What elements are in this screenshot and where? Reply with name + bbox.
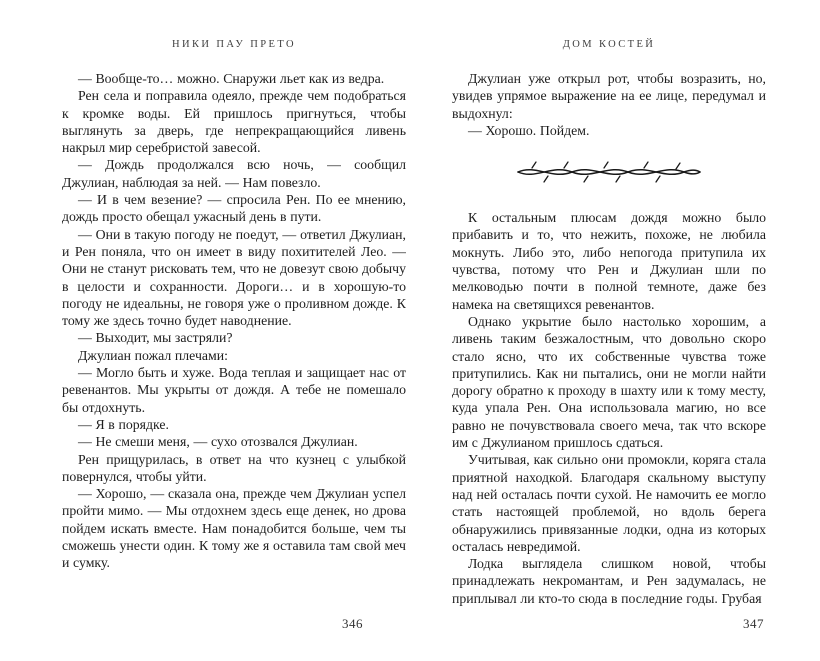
paragraph: Учитывая, как сильно они промокли, коряга стала приятной находкой. Благодаря скальному выступу над ней осталась почти сухой. Не намочить ее могло стать настоящей проблемой, но вдоль берега обнаружились привязанные лодки, одна из которых осталась невредимой. [452, 452, 766, 554]
paragraph: Однако укрытие было настолько хорошим, а ливень таким безжалостным, что довольно скоро стало ясно, что их собственные чувства тоже притупились. Как ни пытались, они не могли найти дорогу обратно к проходу в шахту или к тому месту, куда упала Рен. Она использовала магию, но все равно не почувствовала своего меча, так что вскоре им с Джулианом пришлось сдаться. [452, 313, 766, 451]
page-left [62, 0, 406, 661]
paragraph: — Они в такую погоду не поедут, — ответил Джулиан, и Рен поняла, что он имеет в виду похитителей Лео. — Они не станут рисковать тем, что не довезут свою добычу в целости и сохранности. Дороги… и в хорошую-то погоду не идеальны, не говоря уже о проливном дожде. К тому же здесь точно будет наводнение. [62, 226, 406, 329]
paragraph: Рен села и поправила одеяло, прежде чем подобраться к кромке воды. Ей пришлось пригнуться, чтобы выглянуть за дверь, где непрекращающийся ливень накрыл мир серебристой завесой. [62, 88, 406, 156]
page-right [452, 0, 766, 661]
running-head-author: НИКИ ПАУ ПРЕТО [172, 39, 296, 50]
paragraph: Рен прищурилась, в ответ на что кузнец с улыбкой повернулся, чтобы уйти. [62, 451, 406, 484]
page-number-left: 346 [342, 616, 363, 631]
paragraph: — Дождь продолжался всю ночь, — сообщил Джулиан, наблюдая за ней. — Нам повезло. [62, 157, 406, 190]
paragraph: — Хорошо, — сказала она, прежде чем Джулиан успел пройти мимо. — Мы отдохнем здесь еще денек, но дрова пойдем искать вместе. Нам понадобится больше, чем ты сможешь унести один. К тому же я оставила там свой меч и сумку. [62, 486, 406, 571]
paragraph: — Могло быть и хуже. Вода теплая и защищает нас от ревенантов. Мы укрыты от дождя. А тебе не помешало бы отдохнуть. [62, 365, 406, 415]
paragraph: Лодка выглядела слишком новой, чтобы принадлежать некромантам, и Рен задумалась, не приплывал ли кто-то сюда в последние годы. Грубая [452, 556, 766, 606]
paragraph: К остальным плюсам дождя можно было прибавить и то, что нежить, похоже, не любила мокнуть. Либо это, либо непогода притупила их чувства, потому что Рен и Джулиан шли по мелководью почти в полной темноте, даже без намека на светящихся ревенантов. [452, 210, 766, 312]
text-block-right [452, 70, 766, 607]
paragraph: — Вообще-то… можно. Снаружи льет как из ведра. [78, 71, 385, 86]
paragraph: — Не смеши меня, — сухо отозвался Джулиан. [78, 434, 358, 450]
paragraph: — Хорошо. Пойдем. [468, 122, 590, 138]
paragraph: — Я в порядке. [78, 416, 169, 432]
paragraph: Джулиан уже открыл рот, чтобы возразить, но, увидев упрямое выражение на ее лице, передумал и выдохнул: [452, 71, 766, 121]
text-block-left [62, 70, 406, 572]
page-number-right: 347 [743, 616, 764, 631]
running-head-title: ДОМ КОСТЕЙ [562, 39, 656, 50]
paragraph: — И в чем везение? — спросила Рен. По ее мнению, дождь просто обещал ужасный день в пути. [62, 192, 406, 225]
thorn-vine-ornament [514, 160, 704, 189]
paragraph: Джулиан пожал плечами: [78, 347, 228, 363]
paragraph: — Выходит, мы застряли? [78, 330, 233, 346]
